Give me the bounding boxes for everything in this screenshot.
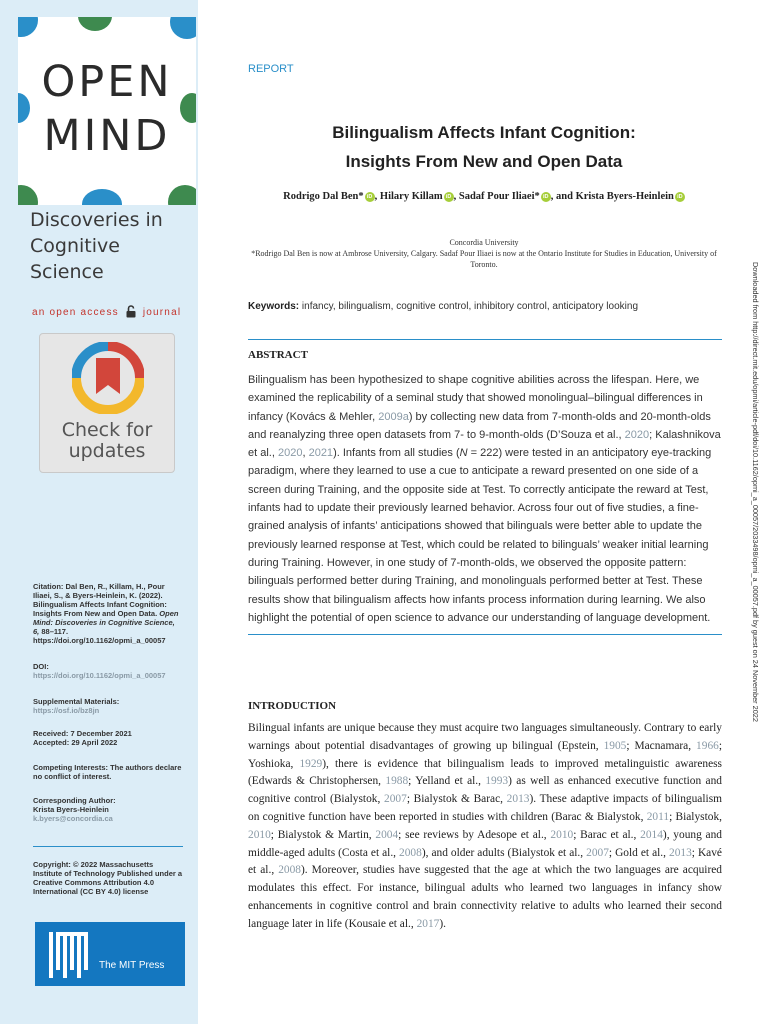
text-run: ; Macnamara,: [626, 739, 697, 752]
citation-link[interactable]: 2013: [669, 846, 692, 859]
author-list: [248, 191, 720, 202]
logo-open-text: OPEN: [41, 57, 173, 107]
orcid-icon[interactable]: iD: [365, 192, 375, 202]
citation-link[interactable]: 2009a: [378, 410, 409, 423]
text-run: ; Bialystok & Barac,: [406, 793, 507, 806]
citation-link[interactable]: 1929: [299, 757, 323, 770]
open-mind-logo: [18, 17, 196, 205]
copyright-notice: Copyright: © 2022 Massachusetts Institute of Technology Published under a Creative Commons Attribution 4.0 International (CC BY 4.0) license: [33, 860, 183, 896]
mit-press-text: The MIT Press: [99, 960, 165, 971]
corresponding-name: Krista Byers-Heinlein: [33, 805, 109, 814]
text-run: ). These adaptive impacts of bilingualism on cognitive function have been reported in studies with children (Barac & Bialystok,: [248, 793, 722, 823]
abstract-heading: ABSTRACT: [248, 349, 308, 361]
affiliation: Concordia University: [449, 238, 519, 247]
text-run: ; Yoshioka,: [248, 739, 722, 770]
author-name: Rodrigo Dal Ben*: [283, 191, 364, 202]
citation-link[interactable]: 2007: [384, 793, 407, 806]
citation-block: [33, 582, 183, 645]
open-lock-icon: [126, 305, 136, 321]
text-run: ). Moreover, studies have suggested that the age at which the two languages are acquired modulates this effect. For instance, bilingual adults who learned two languages in infancy show enhancements in cognitive control and brain connectivity relative to adults who learned their second language later in life (Kousaie et al.,: [248, 864, 722, 930]
citation-link[interactable]: 2008: [399, 846, 422, 859]
open-access-text: an open access: [32, 307, 119, 318]
title-line2: Insights From New and Open Data: [345, 152, 623, 171]
citation-link[interactable]: 2010: [248, 828, 271, 841]
text-run: ; Bialystok & Martin,: [270, 828, 376, 841]
doi-label: DOI:: [33, 662, 49, 671]
text-run: ). Infants from all studies (: [333, 447, 460, 460]
supplemental-label: Supplemental Materials:: [33, 697, 120, 706]
text-run: ; Bialystok,: [669, 810, 722, 823]
intro-body: [248, 720, 722, 934]
received-date: Received: 7 December 2021: [33, 729, 132, 738]
title-line1: Bilingualism Affects Infant Cognition:: [332, 123, 636, 142]
page-title: [248, 118, 720, 176]
dates-block: [33, 729, 183, 747]
doi-block: [33, 662, 183, 680]
author-name: Krista Byers-Heinlein: [575, 191, 674, 202]
abstract-paragraph: [248, 371, 722, 627]
citation-link[interactable]: 2014: [640, 828, 663, 841]
abstract-bottom-rule: [248, 634, 722, 635]
keywords-text: infancy, bilingualism, cognitive control, inhibitory control, anticipatory looking: [301, 301, 638, 312]
abstract-top-rule: [248, 339, 722, 340]
citation-text: Dal Ben, R., Killam, H., Pour Iliaei, S., & Byers-Heinlein, K. (2022). Bilingualism Affects Infant Cognition: Insights From New and Open Data.: [33, 582, 167, 618]
section-label: REPORT: [248, 63, 294, 75]
citation-label: Citation:: [33, 582, 64, 591]
citation-link[interactable]: 2020: [277, 447, 303, 460]
citation-link[interactable]: 2010: [550, 828, 574, 841]
accepted-date: Accepted: 29 April 2022: [33, 738, 118, 747]
citation-link[interactable]: 1966: [696, 739, 719, 752]
tagline-line1: Discoveries in: [30, 209, 163, 231]
citation-pages: 88–117.: [41, 627, 69, 636]
text-run: = 222) were tested in an anticipatory eye-tracking paradigm, where they learned to use a cue to anticipate a reward presented on one side of a screen during Training, and the opposite side at Test. To correctly anticipate the reward at Test, infants had to update their previously learned behavior. Across four out of five studies, a fine-grained analysis of infants’ anticipations showed that bilinguals were better able to update the previously learned response at Test, which could be related to bilinguals’ weaker initial learning during Training. However, in one study of 7-month-olds, we observed the opposite pattern: bilinguals performed better during Training, and monolinguals performed better at Test. These results show that bilingualism affects how infants process information during learning. We also highlight the potential of open science to advance our understanding of language development.: [248, 447, 712, 624]
text-run: ), there is evidence that bilingualism leads to improved metalinguistic awareness (Edwards & Christophersen,: [248, 757, 722, 788]
intro-paragraph: [248, 720, 722, 934]
orcid-icon[interactable]: iD: [444, 192, 454, 202]
affiliation-note: *Rodrigo Dal Ben is now at Ambrose University, Calgary. Sadaf Pour Iliaei is now at the Ontario Institute for Studies in Education, University of Toronto.: [251, 249, 717, 269]
mit-press-logo: [35, 922, 185, 986]
logo-mind-text: MIND: [43, 111, 171, 161]
text-run: Bilingual infants are unique because they must acquire two languages simultaneously. Contrary to early warnings about potential disadvantages of growing up bilingual (Epstein,: [248, 722, 722, 752]
text-run: ) by collecting new data from 7-month-olds and 20-month-olds and reanalyzing three open datasets from 7- to 9-month-olds (D’Souza et al.,: [248, 410, 711, 441]
check-updates-line2: updates: [68, 440, 146, 462]
journal-tagline: [30, 207, 198, 285]
citation-link[interactable]: 2021: [308, 447, 334, 460]
corresponding-author-block: [33, 796, 183, 823]
text-run: Bilingualism has been hypothesized to shape cognitive abilities across the lifespan. Here, we examined the replicability of a seminal study that showed monolingual–bilingual differences in infancy (Kovács & Mehler,: [248, 374, 703, 423]
download-note-text: Downloaded from http://direct.mit.edu/opmi/article-pdf/doi/10.1162/opmi_a_00057/2033498/opmi_a_00057.pdf by guest on 24 November 2022: [751, 262, 760, 722]
sidebar-divider: [33, 846, 183, 847]
download-note: [746, 262, 762, 822]
author-separator: , and: [550, 191, 576, 202]
orcid-icon[interactable]: iD: [675, 192, 685, 202]
text-run: ; see reviews by Adesope et al.,: [398, 828, 551, 841]
open-access-label: [32, 305, 181, 321]
citation-link[interactable]: 2004: [375, 828, 399, 841]
mit-logo-icon: [49, 932, 89, 978]
supplemental-block: [33, 697, 183, 715]
doi-link[interactable]: https://doi.org/10.1162/opmi_a_00057: [33, 671, 166, 680]
author-name: Sadaf Pour Iliaei*: [458, 191, 540, 202]
author-name: Hilary Killam: [379, 191, 443, 202]
affiliation-block: [248, 237, 720, 270]
citation-link[interactable]: 2013: [506, 793, 530, 806]
citation-link[interactable]: 1993: [485, 775, 509, 788]
citation-link[interactable]: 2020: [624, 428, 650, 441]
text-run: ; Kavé et al.,: [248, 846, 722, 877]
text-run: ).: [439, 917, 447, 930]
competing-interests: Competing Interests: The authors declare no conflict of interest.: [33, 763, 182, 781]
keywords: [248, 301, 720, 312]
text-run: ,: [302, 447, 309, 460]
corresponding-label: Corresponding Author:: [33, 796, 116, 805]
abstract-body: [248, 371, 722, 627]
check-updates-icon: [72, 342, 144, 414]
supplemental-link[interactable]: https://osf.io/bz8jn: [33, 706, 100, 715]
text-run: ; Kalashnikova et al.,: [248, 428, 721, 460]
text-run: N: [459, 447, 468, 460]
citation-journal: Open Mind: Discoveries in Cognitive Science, 6,: [33, 609, 179, 636]
citation-doi-link[interactable]: https://doi.org/10.1162/opmi_a_00057: [33, 636, 166, 645]
orcid-icon[interactable]: iD: [541, 192, 551, 202]
citation-link[interactable]: 1988: [385, 775, 409, 788]
author-separator: ,: [453, 191, 459, 202]
journal-text: journal: [142, 307, 182, 318]
keywords-label: Keywords:: [248, 301, 300, 312]
citation-link[interactable]: 2017: [416, 917, 440, 930]
text-run: ), and older adults (Bialystok et al.,: [421, 846, 587, 859]
check-for-updates-button[interactable]: [39, 333, 175, 473]
tagline-line2: Cognitive Science: [30, 235, 120, 283]
text-run: ), young and middle-aged adults (Costa et al.,: [248, 828, 723, 859]
corresponding-email[interactable]: k.byers@concordia.ca: [33, 814, 113, 823]
sidebar: [0, 0, 198, 1024]
citation-link[interactable]: 2008: [278, 864, 301, 877]
citation-link[interactable]: 2007: [586, 846, 609, 859]
citation-link[interactable]: 1905: [603, 739, 627, 752]
check-updates-line1: Check for: [61, 419, 153, 441]
check-updates-text: [40, 420, 174, 462]
author-separator: ,: [374, 191, 380, 202]
text-run: ; Barac et al.,: [573, 828, 641, 841]
text-run: ; Gold et al.,: [608, 846, 669, 859]
intro-heading: INTRODUCTION: [248, 700, 337, 712]
citation-link[interactable]: 2011: [646, 810, 670, 823]
text-run: ; Yelland et al.,: [408, 775, 486, 788]
text-run: ) as well as enhanced executive function and cognitive control (Bialystok,: [248, 775, 722, 806]
